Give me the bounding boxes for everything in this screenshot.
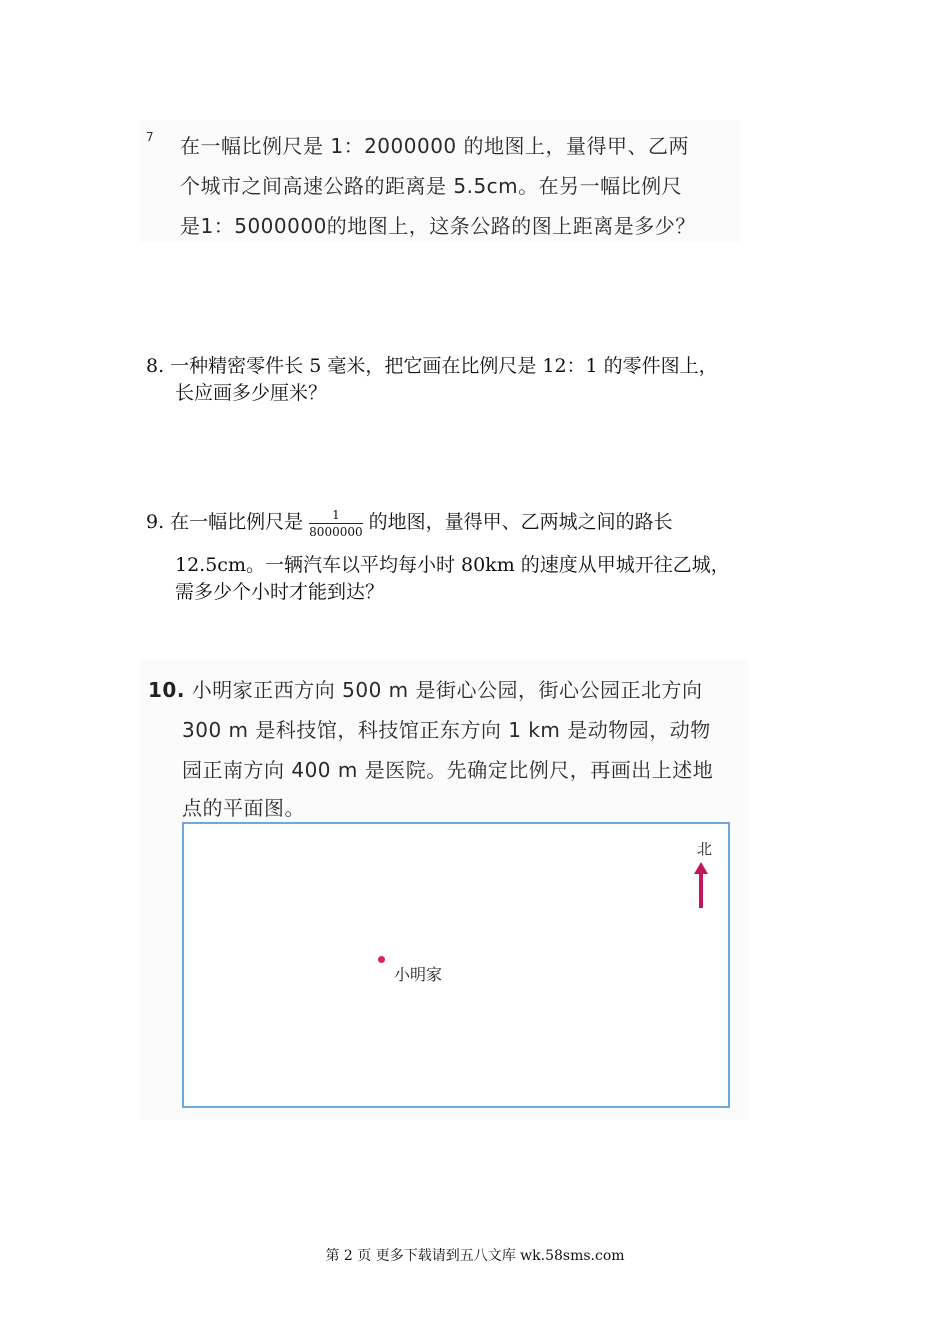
problem-8-line-2: 长应画多少厘米？: [175, 382, 328, 404]
problem-10: [140, 660, 750, 1120]
fraction-denominator: 8000000: [309, 524, 363, 539]
fraction-numerator: 1: [309, 508, 362, 524]
problem-9-prefix: 9. 在一幅比例尺是: [146, 511, 304, 533]
north-arrow-icon: [694, 862, 708, 908]
problem-7-line-3: 是1：5000000的地图上，这条公路的图上距离是多少？: [180, 214, 696, 238]
problem-10-text-1: 小明家正西方向 500 m 是街心公园，街心公园正北方向: [191, 678, 703, 702]
problem-7-number: 7: [146, 130, 154, 144]
problem-10-line-4: 点的平面图。: [182, 796, 305, 820]
north-label: 北: [696, 840, 712, 858]
problem-9-suffix: 的地图，量得甲、乙两城之间的路长: [368, 511, 673, 533]
home-marker-dot: [378, 956, 385, 963]
home-label: 小明家: [394, 965, 443, 984]
plan-map-box: [182, 822, 730, 1108]
problem-9-line-3: 需多少个小时才能到达？: [175, 581, 385, 603]
problem-8-line-1: 8. 一种精密零件长 5 毫米，把它画在比例尺是 12：1 的零件图上，: [146, 355, 718, 377]
problem-10-line-3: 园正南方向 400 m 是医院。先确定比例尺，再画出上述地: [182, 758, 714, 782]
problem-7: [140, 120, 740, 242]
problem-9-line-2: 12.5cm。一辆汽车以平均每小时 80km 的速度从甲城开往乙城，: [175, 554, 730, 576]
problem-10-line-2: 300 m 是科技馆，科技馆正东方向 1 km 是动物园，动物: [182, 718, 711, 742]
page-footer: 第 2 页 更多下载请到五八文库 wk.58sms.com: [325, 1248, 625, 1264]
problem-7-line-1: 在一幅比例尺是 1：2000000 的地图上，量得甲、乙两: [180, 134, 690, 158]
scale-fraction: [309, 508, 362, 539]
problem-9-line-1: [146, 502, 673, 542]
problem-10-line-1: [148, 674, 703, 703]
problem-7-line-2: 个城市之间高速公路的距离是 5.5cm。在另一幅比例尺: [180, 174, 683, 198]
problem-10-number: 10.: [148, 678, 185, 702]
